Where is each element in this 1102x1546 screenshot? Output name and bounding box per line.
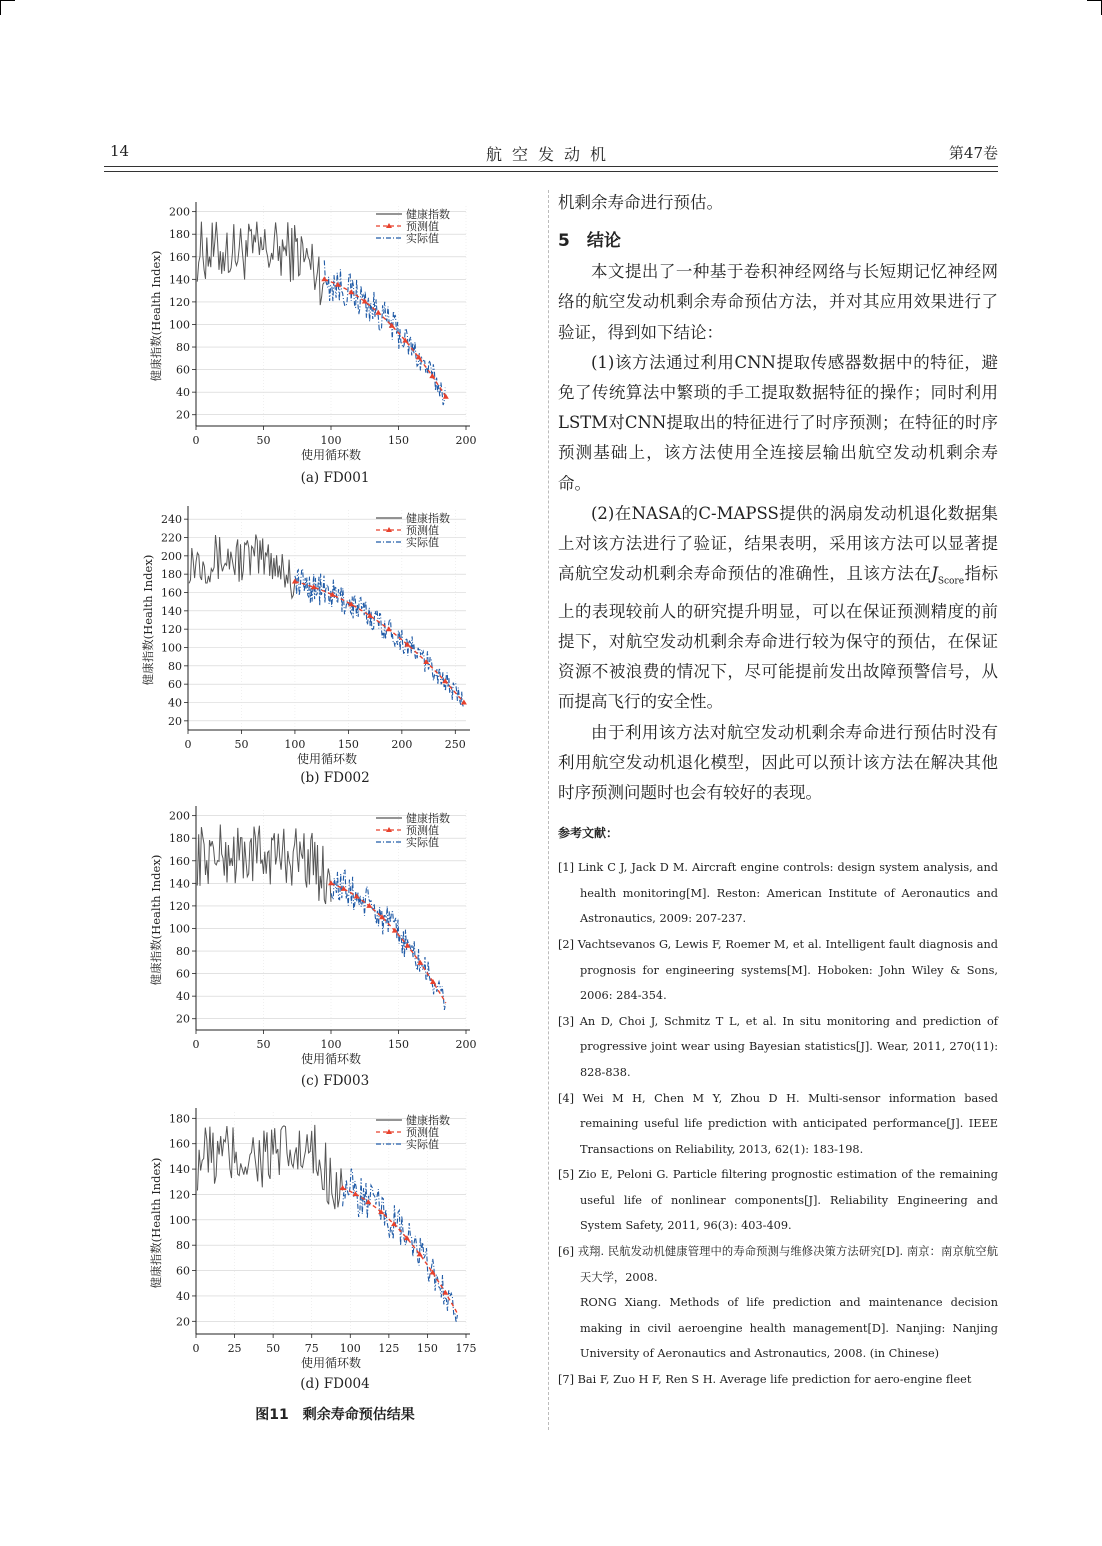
actual-value-series [295,569,464,707]
x-tick-label: 50 [256,434,271,447]
reference-item: [2] Vachtsevanos G, Lewis F, Roemer M, et al. Intelligent fault diagnosis and prognosis for engineering systems[M]. Hoboken: John Wiley & Sons, 2006: 284-354. [558,937,998,1003]
y-tick-label: 100 [169,922,190,936]
section-heading: 5 结论 [558,231,621,252]
y-tick-label: 80 [176,1239,190,1253]
header-rule [104,166,998,167]
y-tick-label: 40 [176,1289,190,1303]
legend-label: 健康指数 [406,208,450,221]
y-tick-label: 80 [176,341,190,355]
x-tick-label: 100 [320,1038,342,1051]
j-symbol: J [931,564,938,584]
legend-label: 预测值 [406,524,439,537]
health-index-series [189,535,295,599]
x-tick-label: 25 [227,1342,242,1355]
y-tick-label: 140 [161,604,182,618]
y-tick-label: 160 [161,586,182,600]
crop-mark [1087,0,1102,15]
y-tick-label: 100 [161,641,182,655]
y-tick-label: 100 [169,318,190,332]
legend-label: 实际值 [406,536,439,549]
predicted-marker [328,880,334,885]
x-tick-label: 150 [388,1038,409,1051]
x-tick-label: 100 [284,738,306,751]
y-axis-label: 健康指数(Health Index) [141,554,155,686]
subfigure-label-b: (b) FD002 [300,770,370,786]
y-tick-label: 160 [169,1137,190,1151]
right-column [558,188,998,1393]
y-tick-label: 20 [176,1012,190,1026]
legend-label: 预测值 [406,824,439,837]
x-tick-label: 200 [391,738,413,751]
actual-value-series [331,870,446,1010]
x-axis-label: 使用循环数 [300,1052,362,1066]
text-run: 指标上的表现较前人的研究提升明显，可以在保证预测精度的前提下，对航空发动机剩余寿命进行较为保守的预估，在保证资源不被浪费的情况下，尽可能提前发出故障预警信号，从而提高飞行的安全性。 [558,564,999,712]
references-heading: 参考文献： [558,826,619,841]
legend-label: 预测值 [406,220,439,233]
y-tick-label: 200 [169,809,190,823]
y-tick-label: 240 [161,513,182,527]
reference-item: [4] Wei M H, Chen M Y, Zhou D H. Multi-sensor information based remaining useful life prediction with anticipated performance[J]. IEEE Transactions on Reliability, 2013, 62(1): 183-198. [558,1091,998,1156]
figure-caption: 图11 剩余寿命预估结果 [255,1407,415,1423]
y-tick-label: 20 [168,714,182,728]
y-tick-label: 40 [176,990,190,1004]
x-tick-label: 0 [192,434,200,447]
paragraph: 由于利用该方法对航空发动机剩余寿命进行预估时没有利用航空发动机退化模型，因此可以预计该方法在解决其他时序预测问题时也会有较好的表现。 [558,722,998,802]
predicted-marker [366,903,372,908]
y-tick-label: 100 [169,1213,190,1227]
y-tick-label: 120 [169,1188,190,1202]
x-tick-label: 100 [320,434,342,447]
figure-charts [130,190,540,1395]
y-tick-label: 140 [169,273,190,287]
y-tick-label: 60 [168,678,182,692]
x-axis-label: 使用循环数 [296,752,358,766]
reference-item: [7] Bai F, Zuo H F, Ren S H. Average life prediction for aero-engine fleet [558,1373,972,1387]
subfigure-label-a: (a) FD001 [300,470,370,486]
reference-item-translation: RONG Xiang. Methods of life prediction and maintenance decision making in civil aeroengine health management[D]. Nanjing: Nanjing University of Aeronautics and Astronautics, 2008. (in Chinese) [580,1296,998,1361]
legend-label: 健康指数 [406,512,450,525]
y-tick-label: 20 [176,408,190,422]
paragraph: 本文提出了一种基于卷积神经网络与长短期记忆神经网络的航空发动机剩余寿命预估方法，并对其应用效果进行了验证，得到如下结论： [558,262,998,342]
x-axis-label: 使用循环数 [300,1356,362,1370]
journal-title: 航空发动机 [485,145,616,164]
y-tick-label: 120 [169,295,190,309]
y-tick-label: 80 [168,659,182,673]
paragraph: (1)该方法通过利用CNN提取传感器数据中的特征，避免了传统算法中繁琐的手工提取数据特征的操作；同时利用LSTM对CNN提取出的特征进行了时序预测；在特征的时序预测基础上，该方法使用全连接层输出航空发动机剩余寿命。 [558,352,998,493]
y-tick-label: 120 [161,623,182,637]
y-tick-label: 200 [169,205,190,219]
x-tick-label: 50 [266,1342,281,1355]
y-tick-label: 160 [169,854,190,868]
score-subscript: Score [937,576,965,587]
x-tick-label: 200 [455,1038,477,1051]
x-tick-label: 75 [304,1342,319,1355]
x-tick-label: 150 [416,1342,438,1355]
column-divider [548,190,549,1430]
health-index-series [198,1125,343,1209]
legend-label: 预测值 [406,1126,439,1139]
predicted-marker [367,613,373,618]
x-tick-label: 50 [256,1038,271,1051]
paragraph-continued: 机剩余寿命进行预估。 [558,193,723,212]
y-tick-label: 160 [169,250,190,264]
y-axis-label: 健康指数(Health Index) [149,854,163,986]
reference-list [558,855,998,1392]
y-tick-label: 180 [169,1112,190,1126]
x-tick-label: 150 [388,434,409,447]
y-axis-label: 健康指数(Health Index) [149,1157,163,1289]
actual-value-series [343,1169,458,1323]
y-tick-label: 220 [161,531,182,545]
y-tick-label: 80 [176,945,190,959]
y-tick-label: 40 [168,696,182,710]
legend-label: 实际值 [406,232,439,245]
text-run: (2)在NASA的C-MAPSS提供的涡扇发动机退化数据集上对该方法进行了验证，结果表明，采用该方法可以显著提高航空发动机剩余寿命预估的准确性，且该方法在 [558,503,998,584]
y-tick-label: 120 [169,899,190,913]
predicted-marker [321,276,327,281]
x-tick-label: 0 [192,1342,200,1355]
y-tick-label: 40 [176,386,190,400]
legend-label: 健康指数 [406,1114,450,1127]
x-tick-label: 250 [444,738,466,751]
header-rule [104,171,998,172]
y-tick-label: 180 [161,568,182,582]
y-axis-label: 健康指数(Health Index) [149,250,163,382]
figure-11 [130,190,540,1430]
volume-label: 第47卷 [948,144,998,162]
page-number: 14 [110,142,130,160]
reference-item: [1] Link C J, Jack D M. Aircraft engine controls: design system analysis, and health monitoring[M]. Reston: American Institute of Aeronautics and Astronautics, 2009: 207-237. [558,861,998,926]
x-tick-label: 175 [455,1342,477,1355]
predicted-marker [391,1221,397,1226]
y-tick-label: 60 [176,1264,190,1278]
crop-mark [0,0,15,15]
x-tick-label: 0 [184,738,192,751]
legend-label: 实际值 [406,836,439,849]
reference-item: [5] Zio E, Peloni G. Particle filtering prognostic estimation of the remaining useful life of nonlinear components[J]. Reliability Engineering and System Safety, 2011, 96(3): 403-409. [558,1168,998,1233]
y-tick-label: 20 [176,1315,190,1329]
legend-label: 健康指数 [406,812,450,825]
y-tick-label: 180 [169,832,190,846]
y-tick-label: 180 [169,228,190,242]
subfigure-label-c: (c) FD003 [300,1073,370,1089]
x-axis-label: 使用循环数 [300,448,362,462]
x-tick-label: 125 [378,1342,400,1355]
predicted-marker [461,700,467,705]
predicted-marker [352,1191,358,1196]
subfigure-label-d: (d) FD004 [300,1376,370,1392]
y-tick-label: 60 [176,967,190,981]
predicted-value-series [324,279,446,396]
paragraph [558,499,998,718]
y-tick-label: 140 [169,1163,190,1177]
reference-item: [6] 戎翔. 民航发动机健康管理中的寿命预测与维修决策方法研究[D]. 南京：南京航空航天大学，2008. [558,1245,998,1284]
actual-value-series [324,260,445,405]
reference-item: [3] An D, Choi J, Schmitz T L, et al. In situ monitoring and prediction of progressive joint wear using Bayesian statistics[J]. Wear, 2011, 270(11): 828-838. [558,1014,998,1079]
y-tick-label: 140 [169,877,190,891]
x-tick-label: 200 [455,434,477,447]
health-index-series [197,825,331,905]
predicted-marker [375,310,381,315]
y-tick-label: 60 [176,363,190,377]
x-tick-label: 0 [192,1038,200,1051]
x-tick-label: 100 [339,1342,361,1355]
x-tick-label: 50 [234,738,249,751]
legend-label: 实际值 [406,1138,439,1151]
x-tick-label: 150 [337,738,359,751]
y-tick-label: 200 [161,549,182,563]
